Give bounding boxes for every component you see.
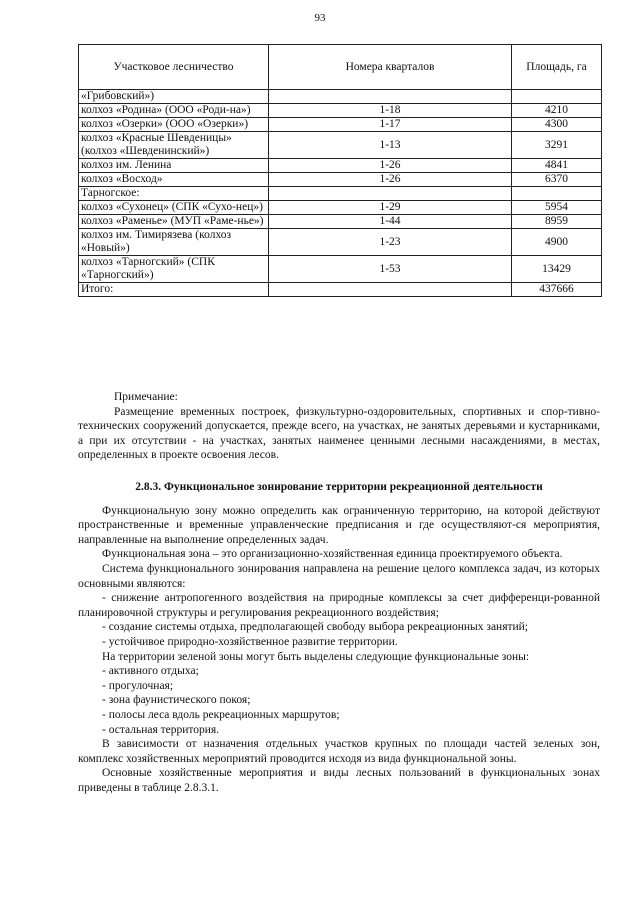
cell-area xyxy=(512,90,602,104)
cell-area: 8959 xyxy=(512,215,602,229)
table-row xyxy=(79,229,602,256)
page-number: 93 xyxy=(314,12,326,24)
table-row xyxy=(79,159,602,173)
zone-item: - остальная территория. xyxy=(102,723,220,736)
note-block xyxy=(78,390,600,463)
table-row xyxy=(79,215,602,229)
cell-area xyxy=(512,187,602,201)
paragraph: Основные хозяйственные мероприятия и виды лесных пользований в функциональных зонах приведены в таблице 2.8.3.1. xyxy=(78,767,600,794)
cell-quarters: 1-18 xyxy=(269,104,512,118)
table-row xyxy=(79,118,602,132)
spacer xyxy=(78,495,600,504)
cell-quarters: 1-13 xyxy=(269,132,512,159)
cell-name: колхоз «Раменье» (МУП «Раме-нье») xyxy=(79,215,269,229)
zone-item: - прогулочная; xyxy=(102,679,174,692)
table-row xyxy=(79,173,602,187)
note-text: Размещение временных построек, физкультурно-оздоровительных, спортивных и спор-тивно-технических сооружений допускается, прежде всего, на участках, не занятых деревьями и кустарниками, а при их отсутствии - на участках, занятых наименее ценными лесными насаждениями, в местах, определенных в проекте освоения лесов. xyxy=(78,405,600,462)
cell-quarters xyxy=(269,187,512,201)
header-area: Площадь, га xyxy=(512,45,602,90)
cell-name: Тарногское: xyxy=(79,187,269,201)
cell-area: 4841 xyxy=(512,159,602,173)
cell-name: колхоз им. Ленина xyxy=(79,159,269,173)
table-row xyxy=(79,201,602,215)
task-item: - снижение антропогенного воздействия на природные комплексы за счет дифференци-рованной планировочной структуры и регулирования рекреационного воздействия; xyxy=(78,592,600,619)
zone-item: - активного отдыха; xyxy=(102,665,199,678)
cell-quarters: 1-26 xyxy=(269,173,512,187)
cell-area: 13429 xyxy=(512,256,602,283)
cell-name: колхоз «Восход» xyxy=(79,173,269,187)
note-title: Примечание: xyxy=(114,391,178,403)
table-row xyxy=(79,132,602,159)
cell-name: колхоз «Озерки» (ООО «Озерки») xyxy=(79,118,269,132)
header-forestry: Участковое лесничество xyxy=(79,45,269,90)
cell-area: 437666 xyxy=(512,283,602,297)
section-2-8-3 xyxy=(78,480,600,795)
zone-item: - полосы леса вдоль рекреационных маршрутов; xyxy=(102,708,340,721)
header-quarters: Номера кварталов xyxy=(269,45,512,90)
table-total-row xyxy=(79,283,602,297)
cell-area: 4900 xyxy=(512,229,602,256)
table-row xyxy=(79,90,602,104)
table-header-row xyxy=(79,45,602,90)
paragraph: На территории зеленой зоны могут быть выделены следующие функциональные зоны: xyxy=(102,650,530,663)
paragraph: Функциональную зону можно определить как ограниченную территорию, на которой действуют пространственные и временные управленческие предписания и где осуществляют-ся мероприятия, направленные на выполнение определенных задач. xyxy=(78,504,600,546)
cell-name: Итого: xyxy=(79,283,269,297)
cell-name: колхоз им. Тимирязева (колхоз «Новый») xyxy=(79,229,269,256)
cell-quarters: 1-29 xyxy=(269,201,512,215)
paragraph: Система функционального зонирования направлена на решение целого комплекса задач, из которых основными являются: xyxy=(78,562,600,590)
table-row xyxy=(79,256,602,283)
paragraph: Функциональная зона – это организационно-хозяйственная единица проектируемого объекта. xyxy=(102,548,563,561)
cell-area: 6370 xyxy=(512,173,602,187)
task-item: - создание системы отдыха, предполагающей свободу выбора рекреационных занятий; xyxy=(102,621,529,634)
paragraph: В зависимости от назначения отдельных участков крупных по площади частей зеленых зон, комплекс хозяйственных мероприятий проводится исходя из вида функциональной зоны. xyxy=(78,738,600,765)
forestry-table xyxy=(78,44,602,297)
cell-quarters xyxy=(269,90,512,104)
cell-area: 3291 xyxy=(512,132,602,159)
cell-quarters: 1-26 xyxy=(269,159,512,173)
cell-name: «Грибовский») xyxy=(79,90,269,104)
cell-name: колхоз «Тарногский» (СПК «Тарногский») xyxy=(79,256,269,283)
cell-area: 4210 xyxy=(512,104,602,118)
task-item: - устойчивое природно-хозяйственное развитие территории. xyxy=(102,635,398,648)
cell-quarters: 1-23 xyxy=(269,229,512,256)
cell-name: колхоз «Красные Шевденицы» (колхоз «Шевденинский») xyxy=(79,132,269,159)
cell-quarters: 1-53 xyxy=(269,256,512,283)
cell-area: 4300 xyxy=(512,118,602,132)
table-row xyxy=(79,187,602,201)
cell-quarters: 1-17 xyxy=(269,118,512,132)
section-heading: 2.8.3. Функциональное зонирование территории рекреационной деятельности xyxy=(135,481,543,493)
cell-quarters xyxy=(269,283,512,297)
zone-item: - зона фаунистического покоя; xyxy=(102,694,251,707)
cell-name: колхоз «Сухонец» (СПК «Сухо-нец») xyxy=(79,201,269,215)
cell-quarters: 1-44 xyxy=(269,215,512,229)
cell-name: колхоз «Родина» (ООО «Роди-на») xyxy=(79,104,269,118)
table-row xyxy=(79,104,602,118)
cell-area: 5954 xyxy=(512,201,602,215)
